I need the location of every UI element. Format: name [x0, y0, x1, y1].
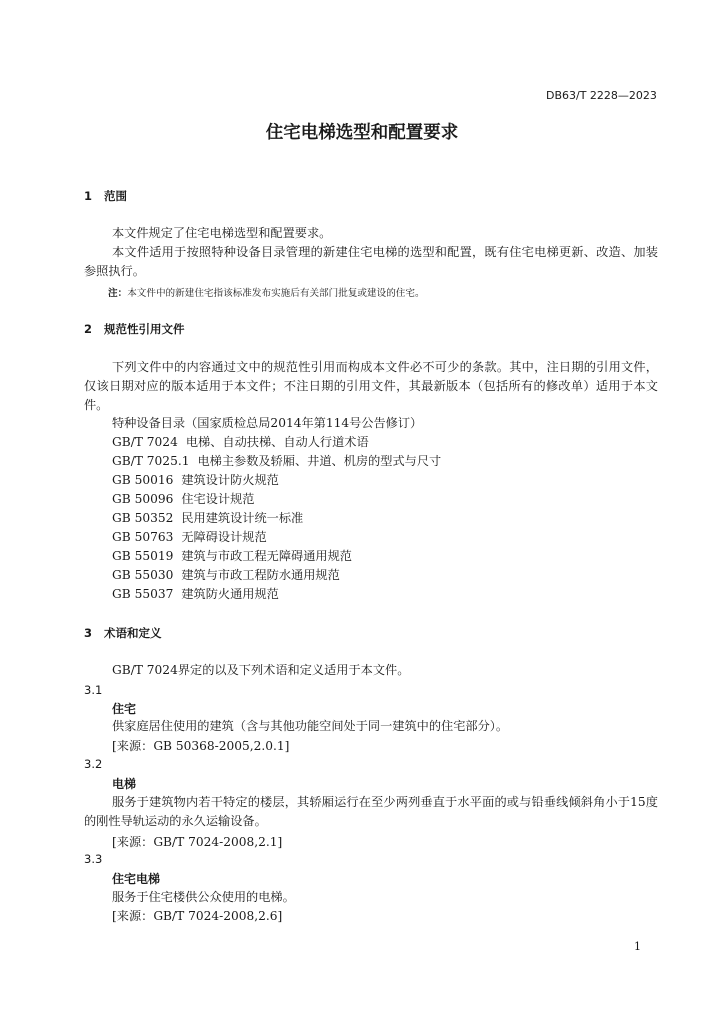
reference-id: GB 55037 — [112, 587, 174, 601]
reference-title: 电梯主参数及轿厢、井道、机房的型式与尺寸 — [197, 454, 442, 468]
section-1-paragraph-2: 本文件适用于按照特种设备目录管理的新建住宅电梯的选型和配置，既有住宅电梯更新、改造、加装参照执行。 — [84, 245, 658, 278]
reference-item — [112, 471, 279, 490]
section-2-heading — [84, 321, 185, 337]
reference-id: GB 50352 — [112, 511, 174, 525]
note-label: 注： — [108, 288, 128, 299]
section-1-heading — [84, 188, 127, 204]
term-name: 电梯 — [112, 777, 137, 791]
term-name: 住宅电梯 — [112, 872, 161, 886]
reference-title: 建筑防火通用规范 — [181, 587, 279, 601]
reference-title: 民用建筑设计统一标准 — [181, 511, 304, 525]
term-source: [来源：GB 50368-2005,2.0.1] — [112, 739, 290, 753]
term-number: 3.3 — [84, 852, 103, 866]
reference-item — [112, 509, 303, 528]
note-text: 本文件中的新建住宅指该标准发布实施后有关部门批复或建设的住宅。 — [127, 288, 425, 299]
page-number: 1 — [634, 940, 641, 953]
section-title: 术语和定义 — [104, 626, 162, 640]
reference-item — [112, 490, 254, 509]
reference-title: 电梯、自动扶梯、自动人行道术语 — [185, 435, 369, 449]
reference-item — [112, 452, 441, 471]
standard-code: DB63/T 2228—2023 — [546, 89, 657, 102]
section-number: 3 — [84, 626, 93, 640]
reference-title: 建筑与市政工程防水通用规范 — [181, 568, 340, 582]
reference-item — [112, 547, 352, 566]
reference-title: 住宅设计规范 — [181, 492, 255, 506]
reference-item — [112, 566, 340, 585]
term-number: 3.2 — [84, 757, 103, 771]
reference-title: 建筑设计防火规范 — [181, 473, 279, 487]
reference-id: GB/T 7024 — [112, 435, 178, 449]
term-source: [来源：GB/T 7024-2008,2.6] — [112, 909, 283, 923]
section-title: 范围 — [104, 189, 127, 203]
section-number: 2 — [84, 322, 93, 336]
reference-title: 无障碍设计规范 — [181, 530, 267, 544]
reference-id: GB 55030 — [112, 568, 174, 582]
reference-id: GB 50016 — [112, 473, 174, 487]
section-2-intro: 下列文件中的内容通过文中的规范性引用而构成本文件必不可少的条款。其中，注日期的引用文件，仅该日期对应的版本适用于本文件；不注日期的引用文件，其最新版本（包括所有的修改单）适用于本文件。 — [84, 360, 658, 412]
reference-title: 特种设备目录（国家质检总局2014年第114号公告修订） — [112, 416, 423, 430]
term-definition: 服务于住宅楼供公众使用的电梯。 — [112, 890, 295, 904]
reference-id: GB 50763 — [112, 530, 174, 544]
term-source: [来源：GB/T 7024-2008,2.1] — [112, 835, 283, 849]
reference-id: GB/T 7025.1 — [112, 454, 190, 468]
section-number: 1 — [84, 189, 93, 203]
section-1-paragraph-1: 本文件规定了住宅电梯选型和配置要求。 — [112, 226, 332, 240]
reference-id: GB 55019 — [112, 549, 174, 563]
reference-id: GB 50096 — [112, 492, 174, 506]
term-number: 3.1 — [84, 683, 103, 697]
section-title: 规范性引用文件 — [104, 322, 185, 336]
reference-item — [112, 585, 279, 604]
document-title: 住宅电梯选型和配置要求 — [265, 123, 459, 143]
section-3-heading — [84, 625, 162, 641]
reference-title: 建筑与市政工程无障碍通用规范 — [181, 549, 352, 563]
term-definition: 服务于建筑物内若干特定的楼层，其轿厢运行在至少两列垂直于水平面的或与铅垂线倾斜角小于15度的刚性导轨运动的永久运输设备。 — [84, 795, 658, 828]
section-3-intro: GB/T 7024界定的以及下列术语和定义适用于本文件。 — [112, 663, 410, 677]
term-definition: 供家庭居住使用的建筑（含与其他功能空间处于同一建筑中的住宅部分）。 — [112, 719, 509, 733]
reference-item — [112, 433, 369, 452]
section-1-note — [108, 285, 425, 299]
reference-item — [112, 528, 267, 547]
reference-item — [112, 414, 422, 433]
term-name: 住宅 — [112, 702, 137, 716]
